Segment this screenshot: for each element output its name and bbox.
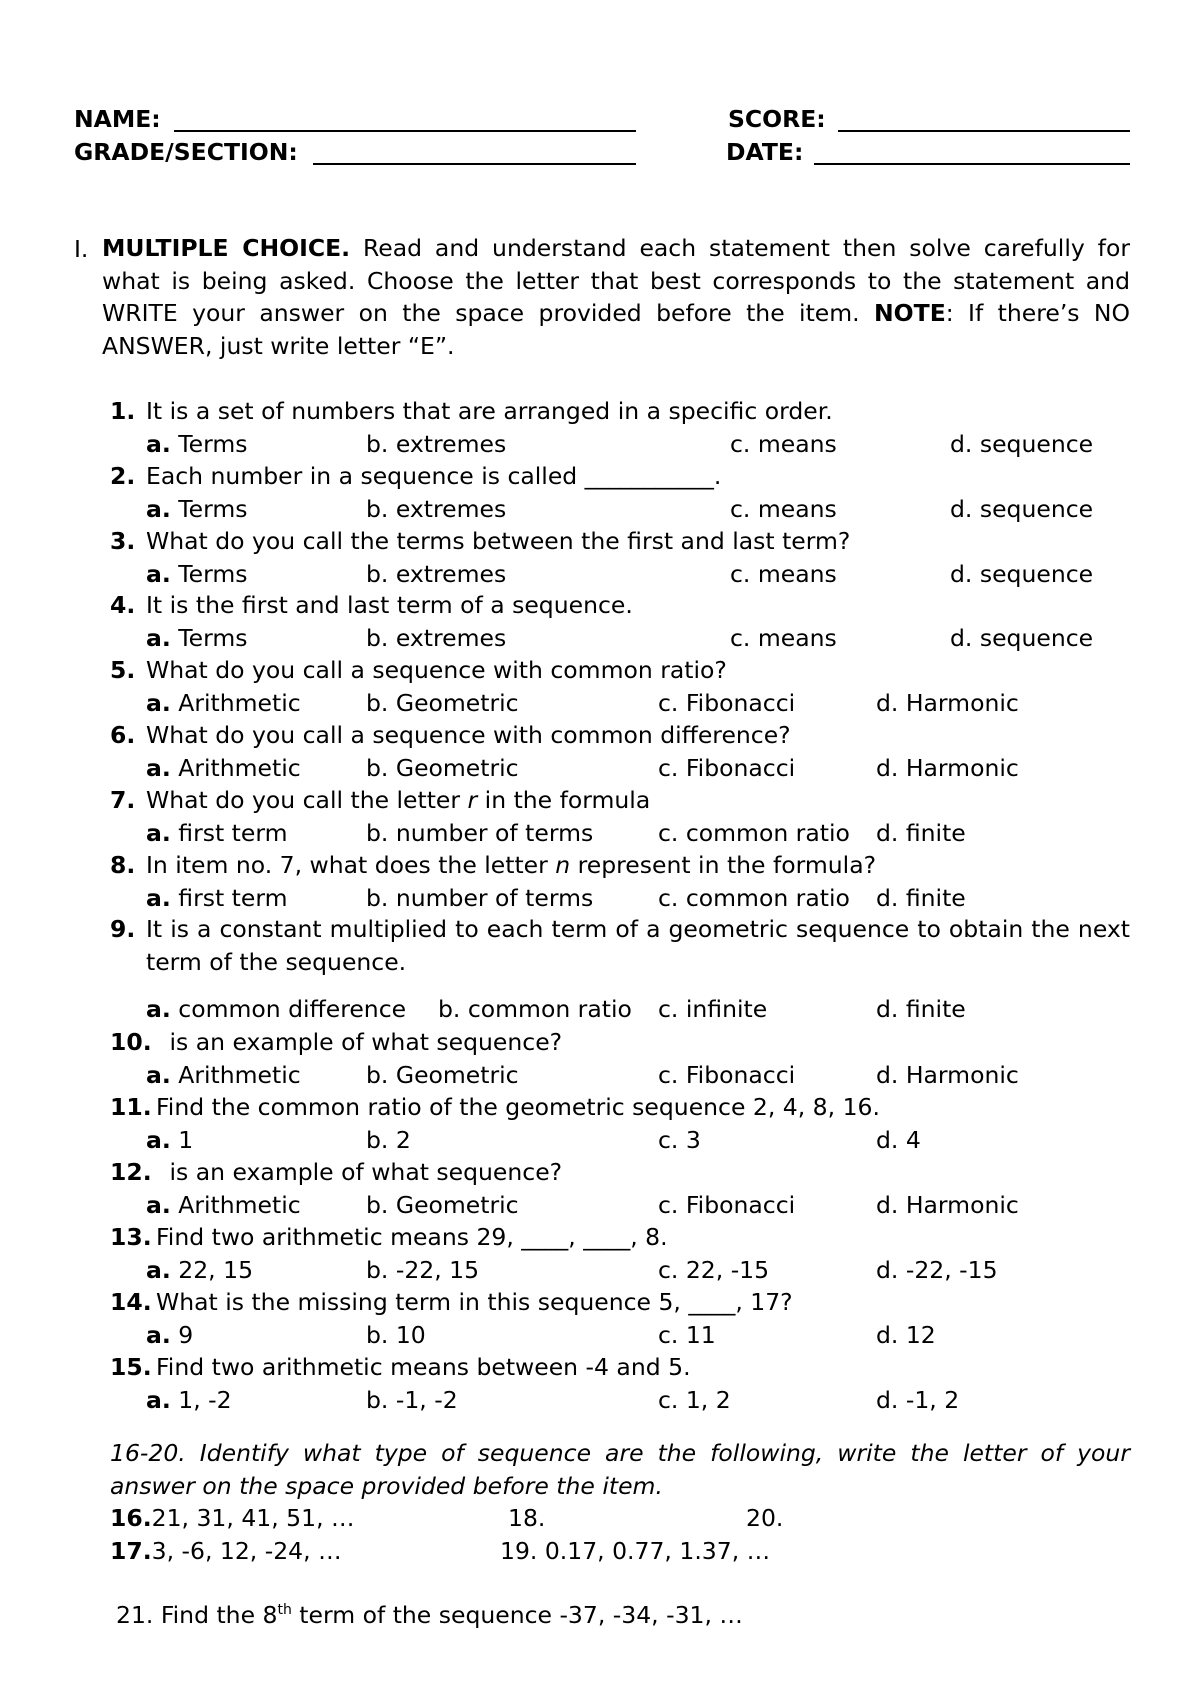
- question-13-option-b: b. -22, 15: [366, 1256, 480, 1284]
- question-1-option-d: d. sequence: [950, 430, 1094, 458]
- score-label: SCORE:: [728, 105, 826, 133]
- question-4-option-a: [146, 624, 248, 652]
- question-text: It is a set of numbers that are arranged in a specific order.: [146, 397, 833, 425]
- question-1-option-a: [146, 430, 248, 458]
- item-18: 18.: [508, 1504, 546, 1532]
- question-5: [110, 656, 727, 684]
- question-9-option-c: c. infinite: [658, 995, 768, 1023]
- question-12-option-c: c. Fibonacci: [658, 1191, 796, 1219]
- question-11-option-c: c. 3: [658, 1126, 701, 1154]
- question-6-option-a: [146, 754, 301, 782]
- option-letter: a.: [146, 995, 171, 1023]
- option-text: 1, -2: [178, 1386, 232, 1414]
- item-16-text: 21, 31, 41, 51, …: [151, 1504, 355, 1532]
- option-text: 9: [178, 1321, 194, 1349]
- item-21: [116, 1601, 743, 1629]
- question-4-option-b: b. extremes: [366, 624, 507, 652]
- question-1-option-b: b. extremes: [366, 430, 507, 458]
- item-21-superscript: th: [277, 1602, 292, 1619]
- item-17: [110, 1537, 342, 1565]
- question-1-option-c: c. means: [730, 430, 837, 458]
- question-7-option-d: d. finite: [876, 819, 966, 847]
- question-text: What do you call a sequence with common ratio?: [146, 656, 727, 684]
- question-number: 3.: [110, 527, 136, 555]
- question-14-option-c: c. 11: [658, 1321, 716, 1349]
- question-number: 1.: [110, 397, 136, 425]
- question-text: What do you call the letter: [146, 786, 468, 814]
- date-field[interactable]: [814, 163, 1130, 165]
- question-text: What is the missing term in this sequence 5, ____, 17?: [156, 1288, 793, 1316]
- question-14-option-b: b. 10: [366, 1321, 426, 1349]
- question-6: [110, 721, 791, 749]
- question-15-option-d: d. -1, 2: [876, 1386, 960, 1414]
- question-10-option-b: b. Geometric: [366, 1061, 519, 1089]
- question-13-option-d: d. -22, -15: [876, 1256, 998, 1284]
- question-4-option-d: d. sequence: [950, 624, 1094, 652]
- question-number: 8.: [110, 851, 136, 879]
- option-letter: a.: [146, 1256, 171, 1284]
- question-number: 4.: [110, 591, 136, 619]
- question-10: [110, 1028, 563, 1056]
- question-text: It is the first and last term of a sequence.: [146, 591, 633, 619]
- option-text: Terms: [178, 560, 248, 588]
- item-16: [110, 1504, 355, 1532]
- question-number: 15.: [110, 1353, 152, 1381]
- question-2: [110, 462, 722, 490]
- option-letter: a.: [146, 884, 171, 912]
- question-text: Find two arithmetic means 29, ____, ____, 8.: [156, 1223, 668, 1251]
- option-text: 22, 15: [178, 1256, 254, 1284]
- question-6-option-c: c. Fibonacci: [658, 754, 796, 782]
- question-8-option-a: [146, 884, 288, 912]
- option-text: Arithmetic: [178, 1191, 301, 1219]
- question-text-after: in the formula: [477, 786, 651, 814]
- question-15-option-b: b. -1, -2: [366, 1386, 458, 1414]
- question-number: 12.: [110, 1158, 152, 1186]
- question-number: 10.: [110, 1028, 152, 1056]
- question-7-option-a: [146, 819, 288, 847]
- question-5-option-c: c. Fibonacci: [658, 689, 796, 717]
- question-14-option-a: [146, 1321, 194, 1349]
- option-letter: a.: [146, 1191, 171, 1219]
- question-number: 5.: [110, 656, 136, 684]
- question-12: [110, 1158, 563, 1186]
- question-12-option-d: d. Harmonic: [876, 1191, 1019, 1219]
- section-title: MULTIPLE CHOICE.: [102, 234, 351, 262]
- question-text: is an example of what sequence?: [162, 1028, 563, 1056]
- question-3-option-a: [146, 560, 248, 588]
- question-4-option-c: c. means: [730, 624, 837, 652]
- question-number: 6.: [110, 721, 136, 749]
- question-9-option-a: [146, 995, 407, 1023]
- question-2-option-a: [146, 495, 248, 523]
- question-8: [110, 851, 877, 879]
- question-text: Find the common ratio of the geometric sequence 2, 4, 8, 16.: [156, 1093, 880, 1121]
- question-3-option-b: b. extremes: [366, 560, 507, 588]
- grade-section-label: GRADE/SECTION:: [74, 138, 298, 166]
- note-text: : If there’s NO ANSWER, just write letter “E”.: [102, 299, 1130, 360]
- question-text: In item no. 7, what does the letter: [146, 851, 556, 879]
- section-number: I.: [74, 235, 89, 263]
- question-number: 7.: [110, 786, 136, 814]
- question-number: 11.: [110, 1093, 152, 1121]
- question-text-after: represent in the formula?: [570, 851, 877, 879]
- option-letter: a.: [146, 1321, 171, 1349]
- instructions-text: Read and understand each statement then solve carefully for what is being asked. Choose the letter that best corresponds to the statement and WRITE your answer on the space provided before the item.: [102, 234, 1130, 327]
- question-5-option-b: b. Geometric: [366, 689, 519, 717]
- option-letter: a.: [146, 560, 171, 588]
- question-2-option-b: b. extremes: [366, 495, 507, 523]
- question-9: [110, 913, 1130, 978]
- question-1: [110, 397, 833, 425]
- question-12-option-a: [146, 1191, 301, 1219]
- question-12-option-b: b. Geometric: [366, 1191, 519, 1219]
- item-17-text: 3, -6, 12, -24, …: [151, 1537, 342, 1565]
- question-10-option-c: c. Fibonacci: [658, 1061, 796, 1089]
- question-text: is an example of what sequence?: [162, 1158, 563, 1186]
- item-21-text: 21. Find the 8: [116, 1601, 278, 1629]
- question-9-option-b: b. common ratio: [438, 995, 632, 1023]
- question-11-option-d: d. 4: [876, 1126, 921, 1154]
- question-7: [110, 786, 651, 814]
- question-13-option-a: [146, 1256, 254, 1284]
- question-2-option-d: d. sequence: [950, 495, 1094, 523]
- option-text: Arithmetic: [178, 689, 301, 717]
- question-variable: n: [555, 851, 571, 879]
- question-11-option-a: [146, 1126, 194, 1154]
- instructions-paragraph: [102, 232, 1130, 362]
- name-field[interactable]: [174, 130, 636, 132]
- question-8-option-b: b. number of terms: [366, 884, 594, 912]
- grade-section-field[interactable]: [313, 163, 636, 165]
- option-text: 1: [178, 1126, 194, 1154]
- question-4: [110, 591, 633, 619]
- question-15: [110, 1353, 691, 1381]
- option-letter: a.: [146, 689, 171, 717]
- question-6-option-d: d. Harmonic: [876, 754, 1019, 782]
- question-3: [110, 527, 851, 555]
- question-13: [110, 1223, 668, 1251]
- question-11-option-b: b. 2: [366, 1126, 411, 1154]
- question-14: [110, 1288, 793, 1316]
- question-14-option-d: d. 12: [876, 1321, 936, 1349]
- option-text: Arithmetic: [178, 754, 301, 782]
- option-text: first term: [178, 819, 288, 847]
- option-text: Terms: [178, 430, 248, 458]
- option-letter: a.: [146, 1126, 171, 1154]
- question-text: It is a constant multiplied to each term of a geometric sequence to obtain the next term of the sequence.: [146, 915, 1130, 976]
- question-text: Each number in a sequence is called ___________.: [146, 462, 722, 490]
- question-11: [110, 1093, 880, 1121]
- question-5-option-d: d. Harmonic: [876, 689, 1019, 717]
- question-number: 14.: [110, 1288, 152, 1316]
- option-text: Terms: [178, 495, 248, 523]
- question-variable: r: [467, 786, 478, 814]
- question-13-option-c: c. 22, -15: [658, 1256, 770, 1284]
- question-6-option-b: b. Geometric: [366, 754, 519, 782]
- question-9-option-d: d. finite: [876, 995, 966, 1023]
- question-5-option-a: [146, 689, 301, 717]
- option-text: Arithmetic: [178, 1061, 301, 1089]
- question-number: 9.: [110, 915, 136, 943]
- question-15-option-c: c. 1, 2: [658, 1386, 731, 1414]
- score-field[interactable]: [838, 130, 1130, 132]
- item-17-number: 17.: [110, 1537, 152, 1565]
- question-text: What do you call the terms between the first and last term?: [146, 527, 851, 555]
- question-10-option-a: [146, 1061, 301, 1089]
- option-letter: a.: [146, 624, 171, 652]
- question-3-option-c: c. means: [730, 560, 837, 588]
- question-3-option-d: d. sequence: [950, 560, 1094, 588]
- option-text: common difference: [178, 995, 407, 1023]
- note-label: NOTE: [874, 299, 946, 327]
- question-text: Find two arithmetic means between -4 and 5.: [156, 1353, 691, 1381]
- item-21-text-after: term of the sequence -37, -34, -31, …: [291, 1601, 743, 1629]
- question-8-option-d: d. finite: [876, 884, 966, 912]
- option-text: first term: [178, 884, 288, 912]
- option-letter: a.: [146, 495, 171, 523]
- item-19: 19. 0.17, 0.77, 1.37, …: [500, 1537, 771, 1565]
- question-7-option-c: c. common ratio: [658, 819, 850, 847]
- question-number: 2.: [110, 462, 136, 490]
- question-7-option-b: b. number of terms: [366, 819, 594, 847]
- item-20: 20.: [746, 1504, 784, 1532]
- option-letter: a.: [146, 430, 171, 458]
- option-letter: a.: [146, 1061, 171, 1089]
- option-letter: a.: [146, 819, 171, 847]
- question-2-option-c: c. means: [730, 495, 837, 523]
- question-text: What do you call a sequence with common difference?: [146, 721, 791, 749]
- option-text: Terms: [178, 624, 248, 652]
- question-8-option-c: c. common ratio: [658, 884, 850, 912]
- name-label: NAME:: [74, 105, 161, 133]
- question-number: 13.: [110, 1223, 152, 1251]
- part2-instruction: 16-20. Identify what type of sequence are the following, write the letter of your answer on the space provided before the item.: [110, 1439, 1130, 1500]
- question-15-option-a: [146, 1386, 232, 1414]
- item-16-number: 16.: [110, 1504, 152, 1532]
- question-10-option-d: d. Harmonic: [876, 1061, 1019, 1089]
- option-letter: a.: [146, 754, 171, 782]
- option-letter: a.: [146, 1386, 171, 1414]
- date-label: DATE:: [726, 138, 804, 166]
